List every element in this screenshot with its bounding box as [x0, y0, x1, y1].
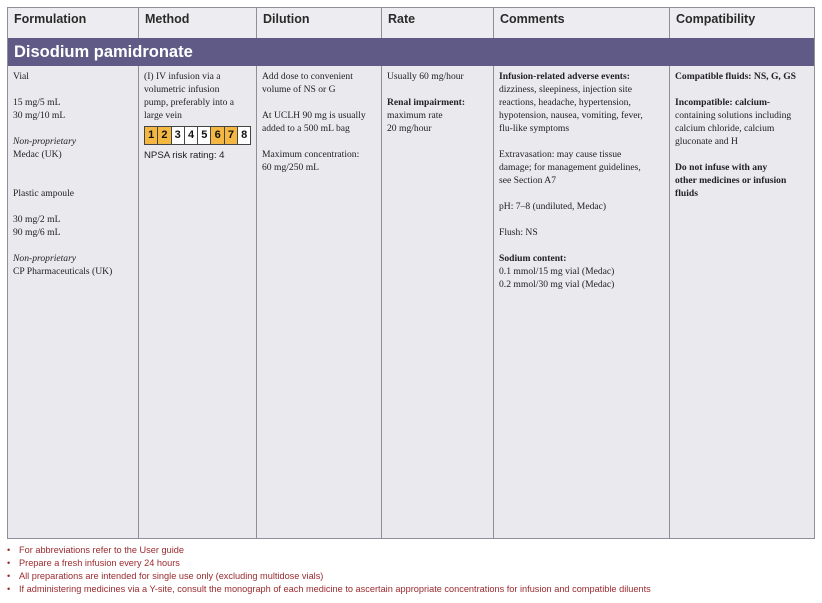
comments-cell — [494, 66, 670, 538]
rate-text: 20 mg/hour — [387, 123, 432, 134]
bullet-icon: • — [7, 558, 11, 568]
vial-nonproprietary-label: Non-proprietary — [13, 136, 77, 147]
dilution-text: volume of NS or G — [262, 84, 336, 95]
ampoule-label: Plastic ampoule — [13, 188, 75, 199]
comments-text: see Section A7 — [499, 175, 557, 186]
header-method: Method — [139, 8, 257, 38]
npsa-risk-scale — [144, 126, 251, 145]
drug-title: Disodium pamidronate — [8, 38, 814, 66]
risk-box-3: 3 — [171, 126, 185, 145]
footnote-item — [7, 557, 815, 570]
compatibility-cell — [670, 66, 816, 538]
footnote-text: All preparations are intended for single use only (excluding multidose vials) — [19, 571, 324, 581]
bullet-icon: • — [7, 545, 11, 555]
risk-box-4: 4 — [184, 126, 198, 145]
ampoule-strength: 30 mg/2 mL — [13, 214, 61, 225]
bullet-icon: • — [7, 584, 11, 594]
header-formulation: Formulation — [8, 8, 139, 38]
risk-box-1: 1 — [144, 126, 158, 145]
do-not-infuse-text: fluids — [675, 188, 698, 199]
vial-strength: 30 mg/10 mL — [13, 110, 66, 121]
table-body-row — [8, 66, 814, 538]
method-text: (I) IV infusion via a — [144, 71, 221, 82]
rate-cell — [382, 66, 494, 538]
sodium-content-value: 0.2 mmol/30 mg vial (Medac) — [499, 279, 615, 290]
dilution-text: Add dose to convenient — [262, 71, 353, 82]
ampoule-nonproprietary-label: Non-proprietary — [13, 253, 77, 264]
compatible-fluids-text: Compatible fluids: NS, G, GS — [675, 71, 797, 82]
incompatible-text: gluconate and H — [675, 136, 738, 147]
dilution-cell — [257, 66, 382, 538]
max-concentration-value: 60 mg/250 mL — [262, 162, 320, 173]
dilution-text: At UCLH 90 mg is usually — [262, 110, 366, 121]
flush-text: Flush: NS — [499, 227, 538, 238]
comments-text: hypotension, nausea, vomiting, fever, — [499, 110, 643, 121]
do-not-infuse-text: Do not infuse with any — [675, 162, 768, 173]
header-comments: Comments — [494, 8, 670, 38]
vial-label: Vial — [13, 71, 29, 82]
ampoule-strength: 90 mg/6 mL — [13, 227, 61, 238]
npsa-risk-rating: NPSA risk rating: 4 — [144, 150, 225, 161]
ph-text: pH: 7–8 (undiluted, Medac) — [499, 201, 607, 212]
sodium-content-value: 0.1 mmol/15 mg vial (Medac) — [499, 266, 615, 277]
method-cell — [139, 66, 257, 538]
risk-box-2: 2 — [157, 126, 171, 145]
footnote-item — [7, 544, 815, 557]
vial-supplier: Medac (UK) — [13, 149, 62, 160]
risk-box-7: 7 — [224, 126, 238, 145]
method-text: volumetric infusion — [144, 84, 220, 95]
footnote-text: For abbreviations refer to the User guide — [19, 545, 184, 555]
max-concentration-label: Maximum concentration: — [262, 149, 360, 160]
dilution-text: added to a 500 mL bag — [262, 123, 350, 134]
ampoule-supplier: CP Pharmaceuticals (UK) — [13, 266, 113, 277]
rate-text: Usually 60 mg/hour — [387, 71, 464, 82]
comments-text: Extravasation: may cause tissue — [499, 149, 622, 160]
do-not-infuse-text: other medicines or infusion — [675, 175, 787, 186]
header-rate: Rate — [382, 8, 494, 38]
footnote-item — [7, 570, 815, 583]
incompatible-text: calcium chloride, calcium — [675, 123, 775, 134]
rate-text: maximum rate — [387, 110, 443, 121]
bullet-icon: • — [7, 571, 11, 581]
incompatible-text: Incompatible: calcium- — [675, 97, 771, 108]
footnote-text: Prepare a fresh infusion every 24 hours — [19, 558, 180, 568]
comments-text: dizziness, sleepiness, injection site — [499, 84, 632, 95]
incompatible-text: containing solutions including — [675, 110, 792, 121]
footnotes — [7, 544, 815, 596]
footnote-item — [7, 583, 815, 596]
method-text: large vein — [144, 110, 182, 121]
header-compatibility: Compatibility — [676, 12, 756, 26]
vial-strength: 15 mg/5 mL — [13, 97, 61, 108]
renal-impairment-label: Renal impairment: — [387, 97, 466, 108]
comments-text: flu-like symptoms — [499, 123, 570, 134]
method-text: pump, preferably into a — [144, 97, 235, 108]
infusion-adverse-events-label: Infusion-related adverse events: — [499, 71, 630, 82]
sodium-content-label: Sodium content: — [499, 253, 567, 264]
footnote-text: If administering medicines via a Y-site, consult the monograph of each medicine to ascertain appropriate concentrations for infusion and compatible diluents — [19, 584, 651, 594]
risk-box-5: 5 — [197, 126, 211, 145]
risk-box-8: 8 — [237, 126, 251, 145]
comments-text: damage; for management guidelines, — [499, 162, 641, 173]
risk-box-6: 6 — [210, 126, 224, 145]
monograph-table — [7, 7, 815, 539]
header-dilution: Dilution — [257, 8, 382, 38]
table-header-row — [8, 8, 814, 39]
formulation-cell — [8, 66, 139, 538]
comments-text: reactions, headache, hypertension, — [499, 97, 631, 108]
